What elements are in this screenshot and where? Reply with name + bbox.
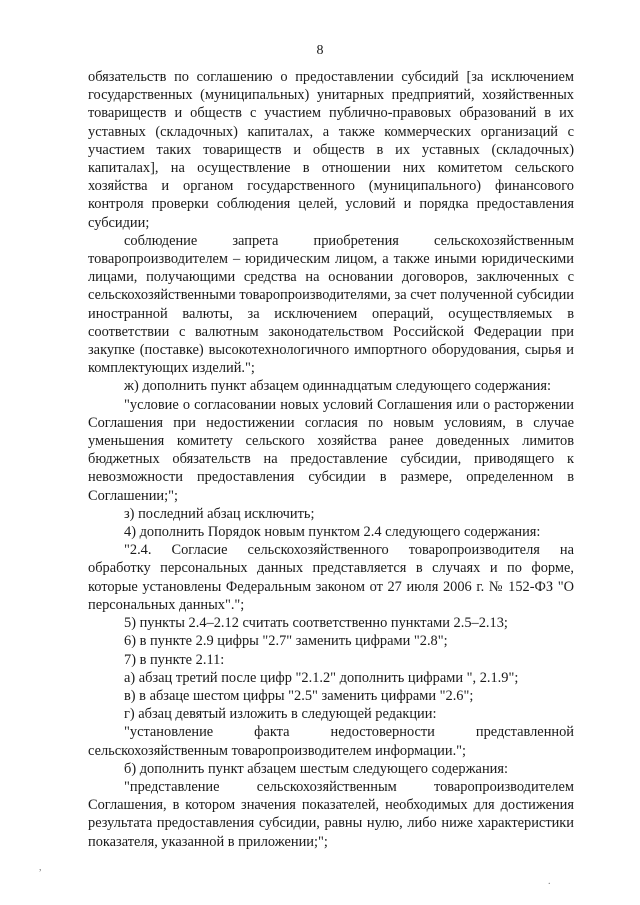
paragraph-3: ж) дополнить пункт абзацем одиннадцатым следующего содержания: bbox=[124, 378, 552, 395]
paragraph-8: 5) пункты 2.4–2.12 считать соответственно пунктами 2.5–2.13; bbox=[124, 615, 508, 632]
stray-mark: , bbox=[39, 862, 42, 873]
paragraph-11: а) абзац третий после цифр "2.1.2" дополнить цифрами ", 2.1.9"; bbox=[124, 669, 519, 686]
paragraph-4: "условие о согласовании новых условий Соглашения или о расторжении Соглашения при недостижении согласия по новым условиям, в случае уменьшения комитету сельского хозяйства ранее доведенных лимитов бюджетных обязательств на предоставление субсидии, приводящего к невозможности предоставления субсидии в размере, определенном в Соглашении;"; bbox=[88, 396, 574, 504]
document-body bbox=[88, 68, 574, 851]
paragraph-5: з) последний абзац исключить; bbox=[124, 505, 315, 522]
paragraph-1: обязательств по соглашению о предоставлении субсидий [за исключением государственных (муниципальных) унитарных предприятий, хозяйственных товариществ и обществ с участием публично-правовых образований в их уставных (складочных) капиталах, а также коммерческих организаций с участием таких товариществ и обществ в их уставных (складочных) капиталах], на осуществление в отношении них комитетом сельского хозяйства и органом государственного (муниципального) финансового контроля проверки соблюдения целей, условий и порядка предоставления субсидии; bbox=[88, 69, 574, 231]
paragraph-12: в) в абзаце шестом цифры "2.5" заменить цифрами "2.6"; bbox=[124, 687, 474, 704]
paragraph-15: б) дополнить пункт абзацем шестым следующего содержания: bbox=[124, 760, 508, 777]
page-number: 8 bbox=[316, 43, 324, 58]
stray-mark: . bbox=[548, 876, 551, 887]
paragraph-6: 4) дополнить Порядок новым пунктом 2.4 следующего содержания: bbox=[124, 524, 541, 541]
paragraph-2: соблюдение запрета приобретения сельскохозяйственным товаропроизводителем – юридическим лицом, а также иными юридическими лицами, получающими средства на основании договоров, заключенных с сельскохозяйственными товаропроизводителями, за счет полученной субсидии иностранной валюты, за исключением операций, осуществляемых в соответствии с валютным законодательством Российской Федерации при закупке (поставке) высокотехнологичного импортного оборудования, сырья и комплектующих изделий."; bbox=[88, 232, 574, 377]
paragraph-16: "представление сельскохозяйственным товаропроизводителем Соглашения, в котором значения показателей, необходимых для достижения результата предоставления субсидии, равны нулю, либо ниже характеристики показателя, указанной в приложении;"; bbox=[88, 778, 574, 850]
paragraph-13: г) абзац девятый изложить в следующей редакции: bbox=[124, 706, 437, 723]
paragraph-7: "2.4. Согласие сельскохозяйственного товаропроизводителя на обработку персональных данных представляется в случаях и по форме, которые установлены Федеральным законом от 27 июля 2006 г. № 152-ФЗ "О персональных данных"."; bbox=[88, 542, 574, 613]
paragraph-9: 6) в пункте 2.9 цифры "2.7" заменить цифрами "2.8"; bbox=[124, 633, 448, 650]
paragraph-10: 7) в пункте 2.11: bbox=[124, 651, 225, 668]
paragraph-14: "установление факта недостоверности представленной сельскохозяйственным товаропроизводителем информации."; bbox=[88, 724, 574, 759]
